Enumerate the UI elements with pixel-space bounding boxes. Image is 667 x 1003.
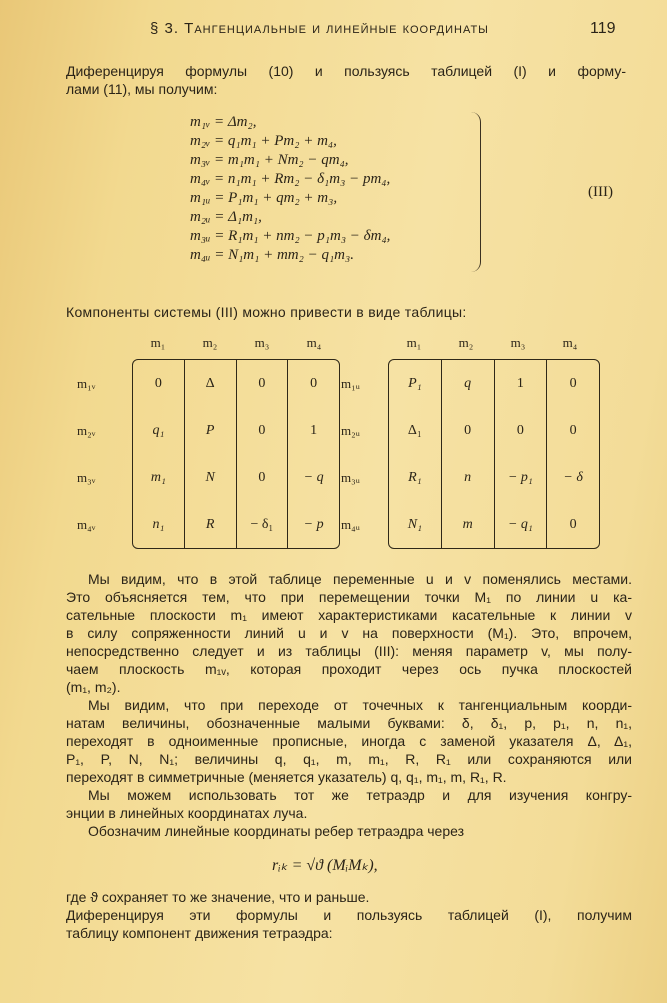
table-cell: R₁	[389, 454, 442, 501]
table-cell: 0	[569, 422, 577, 438]
text-line: непосредственно следует и из таблицы (III): меняя параметр v, мы полу-	[66, 643, 632, 659]
closing-text	[66, 888, 632, 942]
table-cell: 0	[310, 375, 318, 391]
text-line: чаем плоскость m₁ᵥ, которая проходит через ось пучка плоскостей	[66, 661, 632, 677]
table-cell: m	[442, 501, 495, 548]
table-cell: q	[442, 360, 495, 407]
table-row	[341, 501, 599, 548]
table-cell: N₁	[389, 501, 442, 548]
table-u	[340, 335, 600, 549]
table-cell: 1	[495, 360, 548, 407]
column-header: m₄	[306, 335, 322, 350]
equation: m₂ᵤ = Δ₁m₁,	[190, 209, 262, 225]
text-line: Мы видим, что в этой таблице переменные u и v поменялись местами.	[88, 571, 632, 587]
right-brace	[470, 112, 481, 272]
equation: m₂ᵥ = q₁m₁ + Pm₂ + m₄,	[190, 133, 337, 149]
formula: rᵢₖ = √ϑ (MᵢMₖ),	[272, 857, 378, 874]
table-cell: q₁	[133, 407, 185, 454]
equation-label: (III)	[588, 184, 613, 200]
row-label: m₂ᵤ	[341, 422, 360, 438]
row-label: m₄ᵥ	[77, 516, 96, 532]
table-cell: 0	[237, 407, 289, 454]
text-line: сательные плоскости m₁ имеют характеристиками касательные к линии v	[66, 607, 632, 623]
row-label: m₃ᵥ	[77, 469, 96, 485]
column-header: m₂	[458, 335, 474, 350]
page-number: 119	[590, 20, 616, 37]
table-cell: P₁	[389, 360, 442, 407]
table-row	[341, 407, 599, 454]
table-cell: 0	[442, 407, 495, 454]
body-text	[66, 570, 632, 840]
equation: m₄ᵤ = N₁m₁ + mm₂ − q₁m₃.	[190, 247, 354, 263]
table-cell: − q	[303, 469, 324, 485]
table-row	[77, 454, 339, 501]
text-line: таблицу компонент движения тетраэдра:	[66, 925, 333, 941]
table-v-grid	[77, 359, 340, 549]
equation: m₄ᵥ = n₁m₁ + Rm₂ − δ₁m₃ − pm₄,	[190, 171, 391, 187]
row-label: m₄ᵤ	[341, 516, 360, 532]
table-row	[77, 360, 339, 407]
table-row	[77, 501, 339, 548]
section-title: § 3. Тангенциальные и линейные координаты	[150, 20, 489, 37]
table-row	[341, 454, 599, 501]
table-cell: − p₁	[495, 454, 548, 501]
column-header: m₁	[406, 335, 422, 350]
table-cell: n₁	[133, 501, 185, 548]
table-u-grid	[341, 359, 600, 549]
components-sentence: Компоненты системы (III) можно привести в виде таблицы:	[66, 304, 467, 320]
text-line: P₁, P, N, N₁; величины q, q₁, m, m₁, R, R₁ или сохраняются или	[66, 751, 632, 767]
intro-line: Диференцируя формулы (10) и пользуясь таблицей (I) и форму-	[66, 63, 626, 79]
table-v-column-headers	[76, 335, 340, 359]
row-label: m₃ᵤ	[341, 469, 360, 485]
table-cell: N	[185, 454, 237, 501]
text-line: где ϑ сохраняет то же значение, что и раньше.	[66, 889, 370, 905]
table-cell: R	[185, 501, 237, 548]
table-cell: − p	[303, 516, 324, 532]
equation: m₃ᵤ = R₁m₁ + nm₂ − p₁m₃ − δm₄,	[190, 228, 391, 244]
text-line: Мы можем использовать тот же тетраэдр и для изучения конгру-	[88, 787, 632, 803]
table-cell: Δ	[185, 360, 237, 407]
text-line: Обозначим линейные координаты ребер тетраэдра через	[88, 823, 465, 839]
table-cell: P	[185, 407, 237, 454]
table-cell: 0	[569, 516, 577, 532]
row-label: m₁ᵤ	[341, 375, 360, 391]
table-cell: − δ₁	[237, 501, 289, 548]
text-line: натам величины, обозначенные малыми буквами: δ, δ₁, p, p₁, n, n₁,	[66, 715, 632, 731]
text-line: переходят в симметричные (меняется указатель) q, q₁, m₁, m, R₁, R.	[66, 769, 507, 785]
row-label: m₂ᵥ	[77, 422, 96, 438]
text-line: в силу сопряженности линий u и v на поверхности (M₁). Это, впрочем,	[66, 625, 632, 641]
column-header: m₃	[510, 335, 526, 350]
equation-system	[190, 113, 390, 265]
table-cell: 0	[569, 375, 577, 391]
table-cell: m₁	[133, 454, 185, 501]
table-cell: − δ	[563, 469, 583, 485]
text-line: энции в линейных координатах луча.	[66, 805, 308, 821]
table-row	[341, 360, 599, 407]
equation: m₃ᵥ = m₁m₁ + Nm₂ − qm₄,	[190, 152, 349, 168]
text-line: переходят в одноименные прописные, иногда с заменой указателя Δ, Δ₁,	[66, 733, 632, 749]
table-cell: 0	[237, 360, 289, 407]
table-cell: n	[442, 454, 495, 501]
table-row	[77, 407, 339, 454]
column-header: m₁	[150, 335, 166, 350]
row-label: m₁ᵥ	[77, 375, 96, 391]
column-header: m₂	[202, 335, 218, 350]
intro-paragraph	[66, 62, 626, 98]
running-header	[0, 20, 667, 44]
table-cell: − q₁	[495, 501, 548, 548]
column-header: m₄	[562, 335, 578, 350]
text-line: Диференцируя эти формулы и пользуясь таблицей (I), получим	[66, 907, 632, 923]
table-cell: Δ₁	[389, 407, 442, 454]
table-v	[76, 335, 340, 549]
table-cell: 0	[495, 407, 548, 454]
table-cell: 0	[133, 360, 185, 407]
text-line: Это объясняется тем, что при перемещении точки M₁ по линии u ка-	[66, 589, 632, 605]
table-cell: 1	[310, 422, 318, 438]
text-line: (m₁, m₂).	[66, 679, 121, 695]
column-header: m₃	[254, 335, 270, 350]
table-cell: 0	[237, 454, 289, 501]
equation: m₁ᵥ = Δm₂,	[190, 114, 257, 130]
text-line: Мы видим, что при переходе от точечных к тангенциальным коорди-	[88, 697, 632, 713]
intro-line: лами (11), мы получим:	[66, 81, 218, 97]
equation: m₁ᵤ = P₁m₁ + qm₂ + m₃,	[190, 190, 338, 206]
table-u-column-headers	[340, 335, 600, 359]
